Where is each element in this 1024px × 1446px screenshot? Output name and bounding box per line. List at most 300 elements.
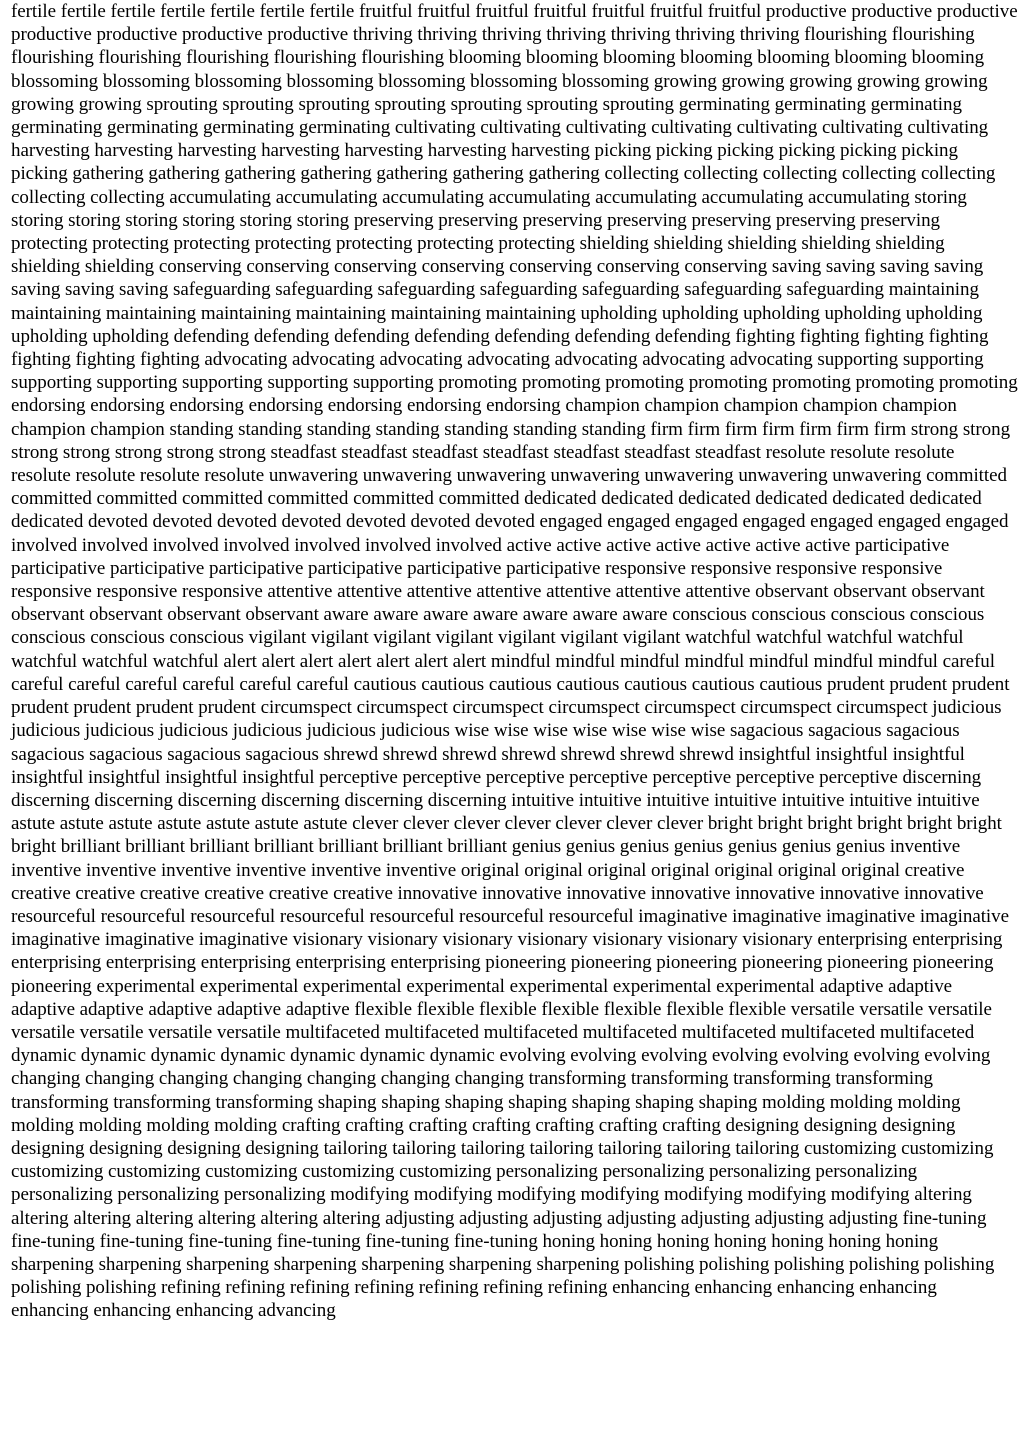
word-maintaining: maintaining [105,302,197,324]
word-dedicated: dedicated [909,488,982,510]
word-shrewd: shrewd [501,743,556,765]
word-upholding: upholding [92,325,169,347]
word-productive: productive [765,1,847,22]
word-safeguarding: safeguarding [786,279,884,301]
word-clever: clever [657,813,704,835]
word-champion: champion [565,395,640,417]
word-insightful: insightful [815,743,888,765]
word-thriving: thriving [352,24,413,46]
word-fighting: fighting [799,325,860,347]
word-growing: growing [721,70,785,92]
word-accumulating: accumulating [275,186,378,208]
word-adjusting: adjusting [458,1207,529,1229]
word-honing: honing [828,1230,881,1252]
word-enterprising: enterprising [11,952,102,974]
word-original: original [777,859,837,881]
word-shaping: shaping [381,1091,440,1113]
word-creative: creative [268,882,329,904]
word-germinating: germinating [870,93,962,115]
word-visionary: visionary [667,929,738,951]
word-fine-tuning: fine-tuning [902,1207,987,1229]
word-crafting: crafting [408,1114,468,1136]
word-genius: genius [565,836,616,858]
word-strong: strong [218,441,266,463]
word-thriving: thriving [739,24,800,46]
word-endorsing: endorsing [169,395,244,417]
word-mindful: mindful [684,650,745,672]
word-standing: standing [581,418,646,440]
word-evolving: evolving [570,1045,637,1067]
word-enhancing: enhancing [776,1277,855,1299]
word-enhancing: enhancing [859,1277,937,1299]
word-clever: clever [453,813,500,835]
word-visionary: visionary [367,929,438,951]
word-cautious: cautious [759,673,823,695]
word-committed: committed [96,488,178,510]
word-growing: growing [789,70,853,92]
word-aware: aware [572,604,618,626]
word-modifying: modifying [830,1184,910,1206]
word-standing: standing [306,418,371,440]
word-personalizing: personalizing [117,1184,220,1206]
word-original: original [841,859,900,881]
word-committed: committed [182,488,263,510]
word-germinating: germinating [678,93,770,115]
word-promoting: promoting [688,372,768,394]
word-picking: picking [717,140,774,162]
word-creative: creative [904,859,965,881]
word-strong: strong [114,441,163,463]
word-adjusting: adjusting [828,1207,898,1229]
word-personalizing: personalizing [496,1161,598,1183]
word-upholding: upholding [661,302,739,324]
word-committed: committed [353,488,434,510]
word-transforming: transforming [630,1068,729,1090]
word-tailoring: tailoring [598,1137,663,1159]
word-changing: changing [232,1068,303,1090]
word-innovative: innovative [903,882,984,904]
word-evolving: evolving [641,1045,708,1067]
word-gathering: gathering [148,163,220,185]
word-inventive: inventive [385,859,457,881]
word-sprouting: sprouting [526,93,598,115]
word-wise: wise [690,720,726,742]
word-shaping: shaping [571,1091,631,1113]
word-protecting: protecting [417,233,494,255]
word-changing: changing [380,1068,451,1090]
word-bright: bright [857,813,903,835]
word-cultivating: cultivating [907,117,989,139]
word-collecting: collecting [604,163,679,185]
word-safeguarding: safeguarding [479,279,578,301]
word-supporting: supporting [902,349,984,371]
word-molding: molding [78,1114,142,1136]
word-devoted: devoted [281,511,342,533]
word-genius: genius [727,836,778,858]
word-multifaceted: multifaceted [879,1021,975,1043]
word-committed: committed [267,488,349,510]
word-visionary: visionary [517,929,588,951]
word-fertile: fertile [11,1,57,22]
word-aware: aware [472,604,519,626]
word-fine-tuning: fine-tuning [11,1230,95,1252]
word-resourceful: resourceful [100,905,186,927]
word-altering: altering [914,1184,972,1206]
word-innovative: innovative [566,882,647,904]
word-genius: genius [781,836,832,858]
word-resolute: resolute [830,441,890,463]
word-adjusting: adjusting [385,1207,455,1229]
word-firm: firm [762,418,795,440]
word-intuitive: intuitive [916,789,980,811]
word-fighting: fighting [864,325,924,347]
word-brilliant: brilliant [318,836,379,858]
word-firm: firm [873,418,907,440]
word-discerning: discerning [94,789,174,811]
word-personalizing: personalizing [223,1184,326,1206]
word-engaged: engaged [810,511,874,533]
word-clever: clever [504,813,551,835]
word-adaptive: adaptive [819,975,884,997]
word-advocating: advocating [204,349,288,371]
word-imaginative: imaginative [638,905,728,927]
word-intuitive: intuitive [578,789,642,811]
word-aware: aware [522,604,568,626]
word-attentive: attentive [337,581,403,603]
word-engaged: engaged [607,511,671,533]
word-accumulating: accumulating [595,186,697,208]
word-flexible: flexible [479,998,537,1020]
word-storing: storing [239,209,292,231]
word-changing: changing [158,1068,229,1090]
word-advocating: advocating [642,349,726,371]
word-germinating: germinating [202,117,295,139]
word-sprouting: sprouting [602,93,674,115]
word-dedicated: dedicated [11,511,84,533]
word-unwavering: unwavering [644,465,734,487]
word-prudent: prudent [951,673,1010,695]
word-gathering: gathering [72,163,144,185]
word-conserving: conserving [684,256,768,278]
word-polishing: polishing [849,1253,920,1275]
word-blooming: blooming [680,47,753,69]
word-observant: observant [755,581,829,603]
word-astute: astute [11,813,56,835]
word-evolving: evolving [853,1045,920,1067]
word-fertile: fertile [160,1,206,22]
word-tailoring: tailoring [392,1137,457,1159]
word-molding: molding [11,1114,74,1136]
word-shrewd: shrewd [323,743,379,765]
word-observant: observant [89,604,163,626]
word-defending: defending [494,325,571,347]
word-astute: astute [303,813,348,835]
word-tailoring: tailoring [323,1137,388,1159]
word-storing: storing [11,209,64,231]
word-sagacious: sagacious [245,743,319,765]
word-advocating: advocating [729,349,813,371]
word-standing: standing [375,418,440,440]
word-involved: involved [435,534,502,556]
word-unwavering: unwavering [832,465,922,487]
word-strong: strong [166,441,214,463]
word-sprouting: sprouting [222,93,294,115]
word-astute: astute [157,813,202,835]
word-fine-tuning: fine-tuning [188,1230,273,1252]
word-innovative: innovative [735,882,815,904]
word-involved: involved [223,534,290,556]
word-adaptive: adaptive [888,975,953,997]
word-unwavering: unwavering [268,465,359,487]
word-astute: astute [59,813,104,835]
word-cultivating: cultivating [565,117,647,139]
word-designing: designing [11,1137,85,1159]
word-watchful: watchful [685,627,752,649]
word-protecting: protecting [92,233,169,255]
word-sharpening: sharpening [186,1253,270,1275]
word-sagacious: sagacious [808,720,882,742]
word-resolute: resolute [204,465,265,487]
word-germinating: germinating [106,117,199,139]
word-circumspect: circumspect [356,697,448,719]
word-blooming: blooming [911,47,985,69]
word-steadfast: steadfast [553,441,620,463]
word-flourishing: flourishing [273,47,357,69]
word-bright: bright [11,836,57,858]
word-maintaining: maintaining [11,302,102,324]
word-growing: growing [856,70,920,92]
word-resolute: resolute [11,465,71,487]
word-genius: genius [511,836,562,858]
word-insightful: insightful [11,766,84,788]
word-supporting: supporting [96,372,178,394]
word-modifying: modifying [580,1184,660,1206]
word-adjusting: adjusting [606,1207,677,1229]
word-alert: alert [299,650,334,672]
word-vigilant: vigilant [560,627,619,649]
word-circumspect: circumspect [644,697,736,719]
word-supporting: supporting [352,372,434,394]
word-insightful: insightful [88,766,161,788]
word-gathering: gathering [224,163,296,185]
word-enterprising: enterprising [912,929,1003,951]
word-shaping: shaping [698,1091,758,1113]
word-harvesting: harvesting [511,140,590,162]
word-imaginative: imaginative [104,929,195,951]
word-alert: alert [414,650,448,672]
word-watchful: watchful [11,650,78,672]
word-original: original [714,859,774,881]
word-harvesting: harvesting [344,140,424,162]
word-creative: creative [139,882,200,904]
word-clever: clever [352,813,399,835]
word-judicious: judicious [932,697,1002,719]
word-judicious: judicious [11,720,81,742]
word-flourishing: flourishing [891,24,975,46]
word-designing: designing [881,1114,956,1136]
word-engaged: engaged [674,511,738,533]
word-productive: productive [851,1,933,22]
word-shrewd: shrewd [382,743,438,765]
word-blossoming: blossoming [378,70,466,92]
word-perceptive: perceptive [402,766,482,788]
word-pioneering: pioneering [485,952,567,974]
word-polishing: polishing [11,1277,82,1299]
word-customizing: customizing [399,1161,492,1183]
word-flourishing: flourishing [361,47,445,69]
word-enterprising: enterprising [200,952,291,974]
word-dedicated: dedicated [524,488,597,510]
word-circumspect: circumspect [740,697,832,719]
word-attentive: attentive [406,581,472,603]
word-growing: growing [653,70,717,92]
word-participative: participative [308,557,403,579]
word-customizing: customizing [901,1137,994,1159]
word-inventive: inventive [160,859,232,881]
word-defending: defending [655,325,731,347]
word-responsive: responsive [96,581,178,603]
word-altering: altering [322,1207,381,1229]
word-genius: genius [835,836,886,858]
word-pioneering: pioneering [912,952,994,974]
word-brilliant: brilliant [60,836,121,858]
word-transforming: transforming [215,1091,314,1113]
word-tailoring: tailoring [460,1137,525,1159]
word-defending: defending [574,325,651,347]
word-attentive: attentive [546,581,612,603]
word-experimental: experimental [716,975,815,997]
word-strong: strong [962,418,1011,440]
word-fighting: fighting [75,349,136,371]
word-cultivating: cultivating [651,117,732,139]
word-prudent: prudent [73,697,132,719]
word-alert: alert [376,650,410,672]
word-growing: growing [78,93,142,115]
word-shrewd: shrewd [679,743,734,765]
word-unwavering: unwavering [362,465,452,487]
word-evolving: evolving [499,1045,566,1067]
word-adaptive: adaptive [11,998,75,1020]
word-maintaining: maintaining [888,279,979,301]
word-vigilant: vigilant [248,627,307,649]
word-conserving: conserving [509,256,593,278]
word-genius: genius [619,836,670,858]
word-personalizing: personalizing [815,1161,918,1183]
word-accumulating: accumulating [488,186,591,208]
word-gathering: gathering [528,163,600,185]
word-adaptive: adaptive [285,998,350,1020]
word-defending: defending [253,325,330,347]
word-protecting: protecting [335,233,413,255]
word-promoting: promoting [772,372,851,394]
word-evolving: evolving [711,1045,778,1067]
word-aware: aware [323,604,369,626]
word-perceptive: perceptive [569,766,648,788]
word-firm: firm [799,418,832,440]
word-crafting: crafting [662,1114,721,1136]
word-judicious: judicious [306,720,376,742]
word-safeguarding: safeguarding [173,279,271,301]
word-involved: involved [364,534,432,556]
word-productive: productive [936,1,1018,22]
word-flexible: flexible [666,998,724,1020]
word-imaginative: imaginative [919,905,1009,927]
word-strong: strong [910,418,959,440]
word-honing: honing [656,1230,710,1252]
word-original: original [651,859,710,881]
word-maintaining: maintaining [485,302,576,324]
word-productive: productive [181,24,263,46]
word-fine-tuning: fine-tuning [276,1230,361,1252]
word-collecting: collecting [90,186,165,208]
word-active: active [755,534,801,556]
word-astute: astute [254,813,299,835]
word-mindful: mindful [878,650,938,672]
word-clever: clever [606,813,653,835]
word-storing: storing [182,209,235,231]
word-wise: wise [611,720,647,742]
word-versatile: versatile [790,998,855,1020]
word-experimental: experimental [406,975,505,997]
word-modifying: modifying [663,1184,743,1206]
word-devoted: devoted [217,511,277,533]
word-resourceful: resourceful [548,905,634,927]
word-wise: wise [454,720,490,742]
word-promoting: promoting [855,372,935,394]
word-creative: creative [333,882,393,904]
word-molding: molding [146,1114,210,1136]
word-enhancing: enhancing [694,1277,773,1299]
word-refining: refining [354,1277,415,1299]
word-fruitful: fruitful [533,1,587,22]
word-circumspect: circumspect [260,697,352,719]
word-collecting: collecting [683,163,759,185]
word-refining: refining [547,1277,608,1299]
word-blooming: blooming [757,47,830,69]
word-upholding: upholding [11,325,88,347]
word-adjusting: adjusting [532,1207,603,1229]
word-creative: creative [75,882,136,904]
word-designing: designing [167,1137,241,1159]
word-innovative: innovative [481,882,562,904]
word-responsive: responsive [861,557,943,579]
word-cautious: cautious [421,673,485,695]
word-brilliant: brilliant [447,836,508,858]
word-protecting: protecting [254,233,332,255]
word-original: original [460,859,520,881]
word-vigilant: vigilant [435,627,494,649]
word-standing: standing [238,418,303,440]
word-imaginative: imaginative [732,905,822,927]
word-flexible: flexible [416,998,475,1020]
word-devoted: devoted [88,511,148,533]
word-upholding: upholding [824,302,902,324]
word-personalizing: personalizing [11,1184,113,1206]
word-harvesting: harvesting [427,140,507,162]
word-intuitive: intuitive [713,789,777,811]
word-perceptive: perceptive [485,766,565,788]
word-brilliant: brilliant [254,836,314,858]
word-refining: refining [483,1277,543,1299]
word-refining: refining [418,1277,479,1299]
word-intuitive: intuitive [781,789,845,811]
word-fruitful: fruitful [475,1,529,22]
word-versatile: versatile [148,1021,213,1043]
word-alert: alert [261,650,296,672]
word-personalizing: personalizing [709,1161,811,1183]
word-conscious: conscious [672,604,747,626]
word-participative: participative [506,557,601,579]
